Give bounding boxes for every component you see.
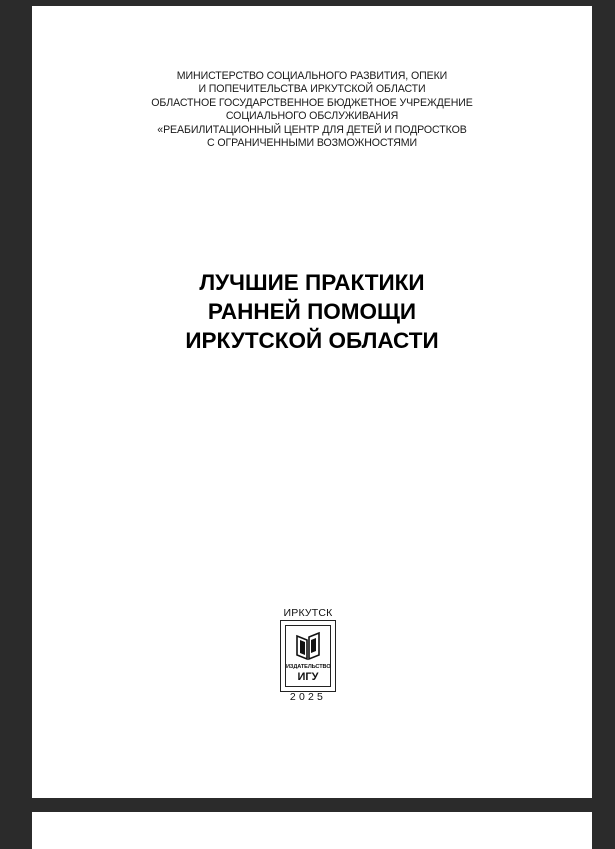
header-line: С ОГРАНИЧЕННЫМИ ВОЗМОЖНОСТЯМИ bbox=[206, 137, 418, 150]
publisher-logo bbox=[280, 607, 336, 703]
title-page bbox=[32, 6, 592, 798]
header-line: «РЕАБИЛИТАЦИОННЫЙ ЦЕНТР ДЛЯ ДЕТЕЙ И ПОДРОСТКОВ bbox=[157, 123, 467, 136]
header-line: МИНИСТЕРСТВО СОЦИАЛЬНОГО РАЗВИТИЯ, ОПЕКИ bbox=[176, 70, 448, 82]
document-title bbox=[32, 268, 592, 355]
header-line: СОЦИАЛЬНОГО ОБСЛУЖИВАНИЯ bbox=[225, 110, 399, 123]
header-line: ОБЛАСТНОЕ ГОСУДАРСТВЕННОЕ БЮДЖЕТНОЕ УЧРЕЖДЕНИЕ bbox=[151, 96, 473, 109]
logo-inner-frame bbox=[285, 625, 331, 687]
logo-frame bbox=[280, 620, 336, 692]
title-line: РАННЕЙ ПОМОЩИ bbox=[207, 299, 417, 324]
open-book-icon bbox=[295, 631, 321, 661]
title-line: ИРКУТСКОЙ ОБЛАСТИ bbox=[185, 328, 439, 353]
logo-city: ИРКУТСК bbox=[283, 607, 333, 619]
institution-header bbox=[32, 70, 592, 150]
header-line: И ПОПЕЧИТЕЛЬСТВА ИРКУТСКОЙ ОБЛАСТИ bbox=[198, 83, 426, 96]
logo-publisher-name: ИГУ bbox=[297, 671, 319, 683]
title-line: ЛУЧШИЕ ПРАКТИКИ bbox=[199, 270, 425, 295]
next-page-edge bbox=[32, 812, 592, 849]
logo-publisher-label: ИЗДАТЕЛЬСТВО bbox=[286, 664, 331, 670]
logo-year: 2025 bbox=[289, 691, 327, 703]
